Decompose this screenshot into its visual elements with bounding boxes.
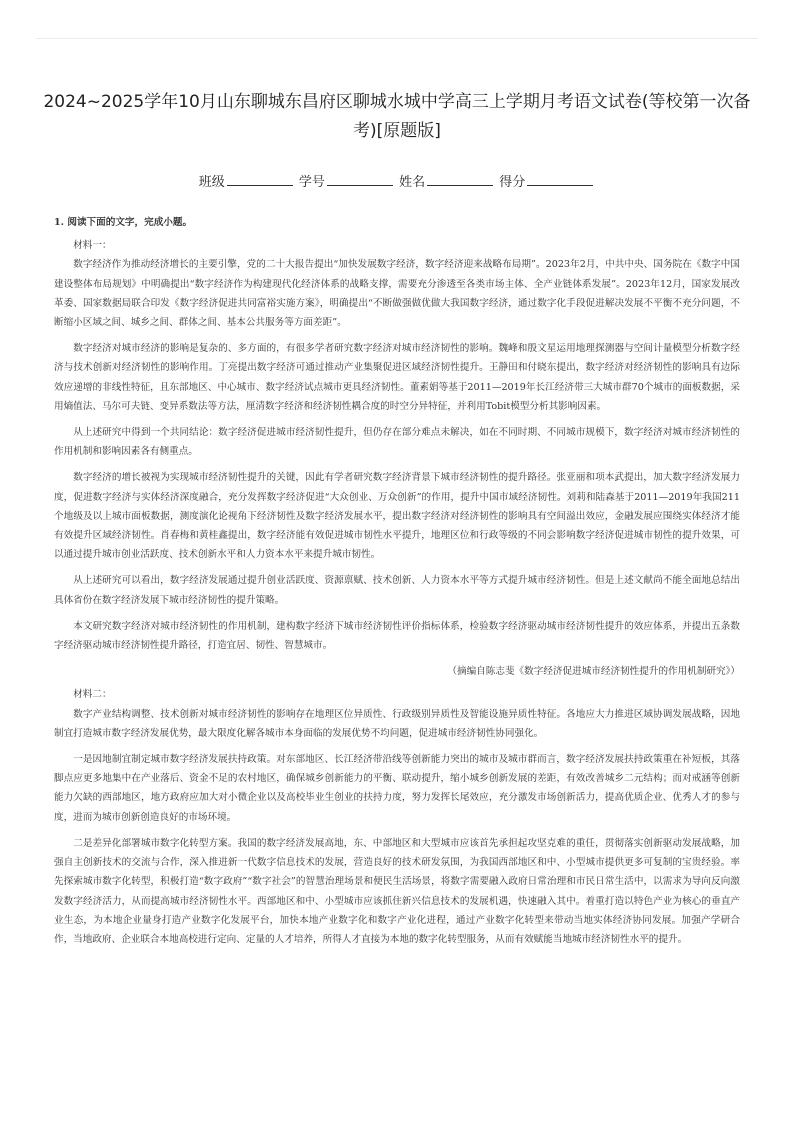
question-prompt: 1. 阅读下面的文字，完成小题。: [54, 217, 193, 228]
material1-paragraph: 从上述研究中得到一个共同结论：数字经济促进城市经济韧性提升，但仍存在部分难点未解决，如在不同时期、不同城市规模下，数字经济对城市经济韧性的作用机制和影响因素各有侧重点。: [54, 427, 740, 458]
material1-source: （摘编自陈志斐《数字经济促进城市经济韧性提升的作用机制研究》）: [447, 666, 740, 678]
score-label: 得分: [499, 175, 526, 190]
top-divider: [36, 38, 758, 39]
student-id-label: 学号: [298, 175, 325, 190]
class-blank[interactable]: [227, 174, 293, 186]
material2-label: 材料二：: [73, 689, 112, 701]
student-info-line: [0, 171, 794, 190]
material1-paragraph: 从上述研究可以看出，数字经济发展通过提升创业活跃度、资源禀赋、技术创新、人力资本水平等方式提升城市经济韧性。但是上述文献尚不能全面地总结出具体省份在数字经济发展下城市经济韧性的提升策略。: [54, 575, 740, 606]
exam-title: 2024~2025学年10月山东聊城东昌府区聊城水城中学高三上学期月考语文试卷(等校第一次备考)[原题版]: [43, 92, 751, 141]
material1-paragraph: 数字经济作为推动经济增长的主要引擎，党的二十大报告提出“加快发展数字经济，数字经济迎来战略布局期”。2023年2月，中共中央、国务院在《数字中国建设整体布局规划》中明确提出“数字经济作为构建现代化经济体系的战略支撑，需要充分渗透至各类市场主体、全产业链体系发展”。2023年12月，国家发展改革委、国家数据局联合印发《数字经济促进共同富裕实施方案》，明确提出“不断做强做优做大我国数字经济，通过数字化手段促进解决发展不平衡不充分问题，不断缩小区域之间、城乡之间、群体之间、基本公共服务等方面差距”。: [54, 259, 740, 329]
class-label: 班级: [198, 175, 225, 190]
material2-paragraph: 一是因地制宜制定城市数字经济发展扶持政策。对东部地区、长江经济带沿线等创新能力突出的城市及城市群而言，数字经济发展扶持政策重在补短板，其落脚点应更多地集中在产业落后、资金不足的农村地区，确保城乡创新能力的平衡、联动提升，缩小城乡创新发展的差距，有效改善城乡二元结构；而对戒涵等创新能力欠缺的西部地区，地方政府应加大对小微企业以及高校毕业生创业的扶持力度，努力发挥长尾效应，充分激发市场创新活力，提高优质企业、优秀人才的参与度，进而为城市创新创造良好的市场环境。: [54, 754, 740, 823]
score-blank[interactable]: [527, 174, 593, 186]
material2-paragraph: 二是差异化部署城市数字化转型方案。我国的数字经济发展高地，东、中部地区和大型城市应该首先承担起攻坚克难的重任，贯彻落实创新驱动发展战略，加强自主创新技术的交流与合作，深入推进新一代数字信息技术的发展，营造良好的技术研发氛围，为我国西部地区和中、小型城市提供更多可复制的宝贵经验。率先探索城市数字化转型，积极打造“数字政府”“数字社会”的智慧治理场景和便民生活场景，将数字需要融入政府日常治理和市民日常生活中，以需求为导向反向激发数字经济活力，从而提高城市经济韧性水平。西部地区和中、小型城市应该抓住新兴信息技术的发展机遇，快速融入其中。着重打造以特色产业为核心的垂直产业生态，为本地企业量身打造产业数字化发展平台，加快本地产业数字化和数字产业化进程，通过产业数字化转型来带动当地实体经济协同发展。加强产学研合作，当地政府、企业联合本地高校进行定向、定量的人才培养，所得人才直接为本地的数字化转型服务，从而有效赋能当地城市经济韧性水平的提升。: [54, 837, 740, 945]
material1-paragraph: 数字经济的增长被视为实现城市经济韧性提升的关键，因此有学者研究数字经济背景下城市经济韧性的提升路径。张亚丽和项本武提出，加大数字经济发展力度，促进数字经济与实体经济深度融合，充分发挥数字经济促进“大众创业、万众创新”的作用，提升中国市域经济韧性。刘莉和陆森基于2011—2019年我国211个地级及以上城市面板数据，测度演化论视角下经济韧性及数字经济发展水平，提出数字经济对经济韧性的影响具有空间溢出效应，金融发展应围绕实体经济才能有效提升区域经济韧性。肖春梅和黄桂鑫提出，数字经济能有效促进城市韧性水平提升，地理区位和行政等级的不同会影响数字经济促进城市韧性的提升效果，可以通过提升城市创业活跃度、技术创新水平和人力资本水平来提升城市韧性。: [54, 472, 740, 561]
student-id-blank[interactable]: [327, 174, 393, 186]
material2-paragraph: 数字产业结构调整、技术创新对城市经济韧性的影响存在地理区位异质性、行政级别异质性及智能设施异质性特征。各地应大力推进区域协调发展战略，因地制宜打造城市数字经济发展优势，最大限度化解各城市本身面临的发展优势不均问题，促进城市经济韧性协同强化。: [54, 708, 740, 739]
name-blank[interactable]: [427, 174, 493, 186]
material1-paragraph: 数字经济对城市经济的影响是复杂的、多方面的，有很多学者研究数字经济对城市经济韧性的影响。魏峰和殷文星运用地理探测器与空间计量模型分析数字经济与技术创新对经济韧性的影响作用。丁亮提出数字经济可通过推动产业集聚促进区域经济韧性提升。王静田和付晓东提出，数字经济对经济韧性的影响具有边际效应递增的非线性特征，且东部地区、中心城市、数字经济试点城市更具经济韧性。董素娟等基于2011—2019年长江经济带三大城市群70个城市的面板数据，采用熵值法、马尔可夫链、变异系数法等方法，厘清数字经济和经济韧性耦合度的时空分异特征，并利用Tobit模型分析其影响因素。: [54, 343, 740, 412]
material1-label: 材料一：: [73, 240, 112, 252]
question-content: [54, 213, 740, 956]
name-label: 姓名: [399, 175, 426, 190]
material1-paragraph: 本文研究数字经济对城市经济韧性的作用机制，建构数字经济下城市经济韧性评价指标体系，检验数字经济驱动城市经济韧性提升的效应体系，并提出五条数字经济驱动城市经济韧性提升路径，打造宜居、韧性、智慧城市。: [54, 620, 740, 652]
